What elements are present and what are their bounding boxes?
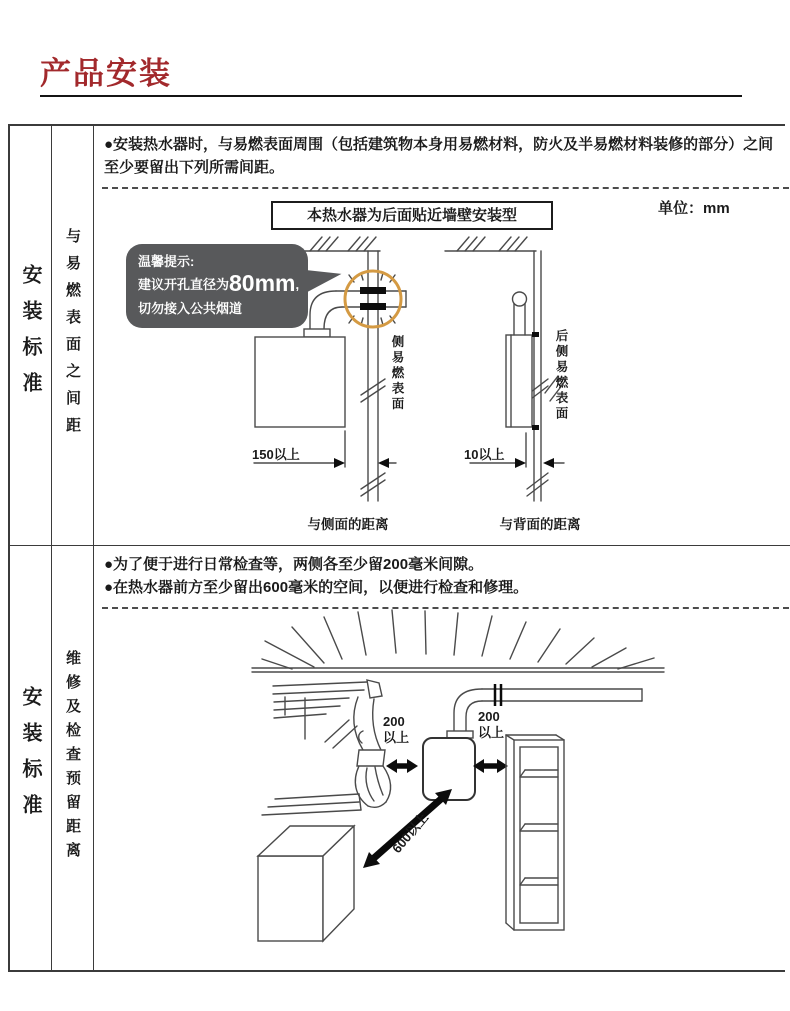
row2-content-cell <box>94 546 790 970</box>
right-gap-suffix: 以上 <box>478 725 505 741</box>
page-title: 产品安装 <box>40 56 172 91</box>
left-gap-value: 200 <box>383 714 405 729</box>
row2-note-1: ●为了便于进行日常检查等，两侧各至少留200毫米间隙。 <box>104 556 484 573</box>
window-and-curtain <box>262 680 391 815</box>
tip-bubble <box>126 244 308 328</box>
row2-section-header: 安装标准 <box>19 686 41 830</box>
tip-hole-diameter: 80mm <box>229 270 296 296</box>
row2-sub-header: 维修及检查预留距离 <box>64 650 81 866</box>
row1-section-header: 安装标准 <box>19 263 41 408</box>
ceiling-rays <box>262 610 654 669</box>
flue-hole-highlight-circle <box>345 271 401 327</box>
right-gap-label <box>478 709 504 742</box>
shelf-unit <box>506 735 564 930</box>
unit-label: 单位：mm <box>658 200 730 217</box>
side-surface-label: 侧易燃表面 <box>390 335 404 413</box>
tip-line3: 切勿接入公共烟道 <box>138 301 243 316</box>
installation-table <box>8 124 785 972</box>
left-gap-label <box>383 714 409 747</box>
rear-dimension-label: 10以上 <box>464 447 505 462</box>
row1-note <box>102 132 789 189</box>
row1-note-text: ●安装热水器时，与易燃表面周围（包括建筑物本身用易燃材料，防火及半易燃材料装修的部分）之间至少要留出下列所需间距。 <box>104 136 774 176</box>
row2-notes <box>102 552 789 609</box>
right-gap-value: 200 <box>478 709 500 724</box>
clearance-diagram-lineart <box>102 189 789 539</box>
row2-section-header-cell <box>10 546 52 970</box>
front-gap-label: 600以上 <box>389 809 432 856</box>
row1-sub-header-cell <box>52 126 94 546</box>
tip-line2 <box>138 270 298 298</box>
row1-section-header-cell <box>10 126 52 546</box>
row2-sub-header-cell <box>52 546 94 970</box>
side-caption: 与侧面的距离 <box>307 517 389 532</box>
mount-type-note: 本热水器为后面贴近墙壁安装型 <box>271 201 553 230</box>
rear-surface-label: 后侧易燃表面 <box>554 329 568 422</box>
tip-title: 温馨提示: <box>138 254 195 269</box>
row2-note-2: ●在热水器前方至少留出600毫米的空间，以便进行检查和修理。 <box>104 578 529 596</box>
flue-pipe <box>447 684 642 738</box>
clearance-diagram <box>102 189 789 539</box>
side-dimension-label: 150以上 <box>252 447 300 462</box>
ceiling <box>252 668 664 672</box>
service-clearance-diagram <box>102 609 789 959</box>
tip-line2-prefix: 建议开孔直径为 <box>138 277 230 292</box>
obstacle-box <box>258 826 354 941</box>
service-diagram-lineart <box>102 609 789 959</box>
row1-content-cell <box>94 126 790 546</box>
tip-line2-comma: , <box>295 277 300 292</box>
rear-view-drawing <box>445 237 564 501</box>
title-underline <box>40 95 742 97</box>
row1-sub-header: 与易燃表面之间距 <box>64 227 81 444</box>
rear-caption: 与背面的距离 <box>499 517 581 532</box>
left-gap-suffix: 以上 <box>383 730 410 746</box>
